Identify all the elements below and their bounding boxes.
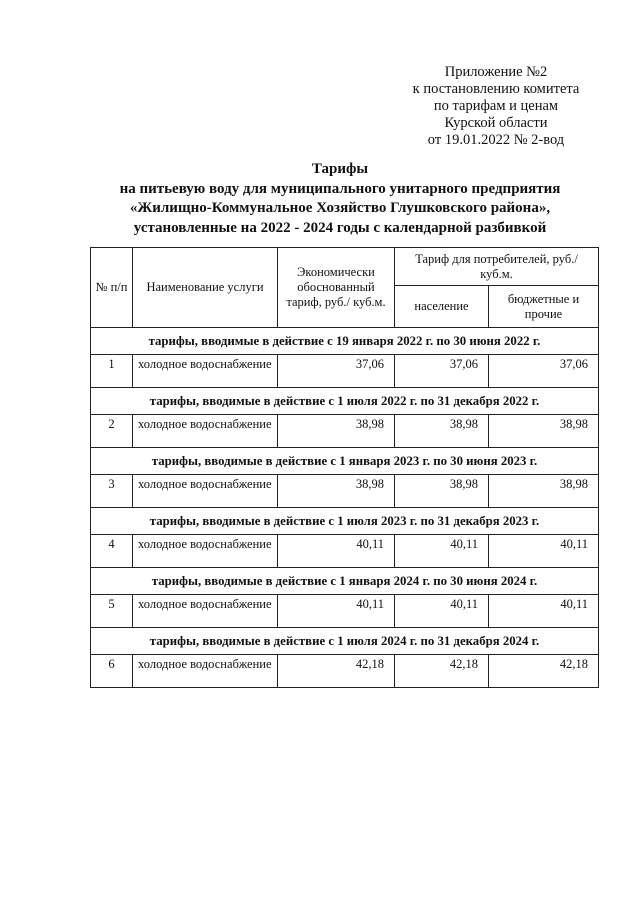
row-service: холодное водоснабжение xyxy=(133,655,278,688)
header-consumer-tariff: Тариф для потребителей, руб./куб.м. xyxy=(395,248,599,286)
period-row xyxy=(91,508,599,535)
row-population: 40,11 xyxy=(395,595,489,628)
row-num: 6 xyxy=(91,655,133,688)
row-population: 38,98 xyxy=(395,415,489,448)
row-economic: 37,06 xyxy=(278,355,395,388)
row-economic: 38,98 xyxy=(278,475,395,508)
row-economic: 38,98 xyxy=(278,415,395,448)
row-budget: 37,06 xyxy=(489,355,599,388)
row-num: 5 xyxy=(91,595,133,628)
appendix-line: к постановлению комитета xyxy=(412,81,580,97)
title-line: Тарифы xyxy=(311,161,369,177)
row-service: холодное водоснабжение xyxy=(133,535,278,568)
row-economic: 40,11 xyxy=(278,535,395,568)
row-num: 4 xyxy=(91,535,133,568)
row-budget: 42,18 xyxy=(489,655,599,688)
appendix-header xyxy=(396,64,596,149)
period-label: тарифы, вводимые в действие с 1 января 2023 г. по 30 июня 2023 г. xyxy=(91,448,599,475)
period-label: тарифы, вводимые в действие с 1 января 2024 г. по 30 июня 2024 г. xyxy=(91,568,599,595)
row-service: холодное водоснабжение xyxy=(133,475,278,508)
period-row xyxy=(91,568,599,595)
period-label: тарифы, вводимые в действие с 1 июля 2024 г. по 31 декабря 2024 г. xyxy=(91,628,599,655)
appendix-title: Приложение №2 xyxy=(444,64,548,80)
appendix-date: от 19.01.2022 № 2-вод xyxy=(427,132,565,148)
table-header-row xyxy=(91,248,599,286)
period-label: тарифы, вводимые в действие с 1 июля 2022 г. по 31 декабря 2022 г. xyxy=(91,388,599,415)
row-population: 42,18 xyxy=(395,655,489,688)
table-row xyxy=(91,355,599,388)
row-num: 1 xyxy=(91,355,133,388)
document-title xyxy=(80,160,600,238)
row-num: 3 xyxy=(91,475,133,508)
table-row xyxy=(91,475,599,508)
row-service: холодное водоснабжение xyxy=(133,595,278,628)
table-row xyxy=(91,595,599,628)
appendix-line: Курской области xyxy=(444,115,548,131)
row-budget: 38,98 xyxy=(489,475,599,508)
tariff-table xyxy=(90,247,599,688)
title-line: на питьевую воду для муниципального унитарного предприятия xyxy=(119,180,561,197)
table-row xyxy=(91,655,599,688)
header-num: № п/п xyxy=(91,248,133,328)
title-line: «Жилищно-Коммунальное Хозяйство Глушковского района», xyxy=(129,200,551,216)
header-service: Наименование услуги xyxy=(133,248,278,328)
period-row xyxy=(91,628,599,655)
row-budget: 38,98 xyxy=(489,415,599,448)
header-economic-tariff: Экономически обоснованный тариф, руб./ куб.м. xyxy=(278,248,395,328)
period-row xyxy=(91,388,599,415)
period-label: тарифы, вводимые в действие с 1 июля 2023 г. по 31 декабря 2023 г. xyxy=(91,508,599,535)
table-row xyxy=(91,535,599,568)
title-line: установленные на 2022 - 2024 годы с календарной разбивкой xyxy=(133,219,547,236)
row-population: 40,11 xyxy=(395,535,489,568)
row-service: холодное водоснабжение xyxy=(133,355,278,388)
period-label: тарифы, вводимые в действие с 19 января 2022 г. по 30 июня 2022 г. xyxy=(91,328,599,355)
header-budget: бюджетные и прочие xyxy=(489,286,599,328)
row-population: 37,06 xyxy=(395,355,489,388)
row-budget: 40,11 xyxy=(489,535,599,568)
period-row xyxy=(91,448,599,475)
period-row xyxy=(91,328,599,355)
row-economic: 42,18 xyxy=(278,655,395,688)
row-service: холодное водоснабжение xyxy=(133,415,278,448)
header-population: население xyxy=(395,286,489,328)
row-economic: 40,11 xyxy=(278,595,395,628)
table-row xyxy=(91,415,599,448)
row-num: 2 xyxy=(91,415,133,448)
appendix-line: по тарифам и ценам xyxy=(433,98,559,114)
row-population: 38,98 xyxy=(395,475,489,508)
row-budget: 40,11 xyxy=(489,595,599,628)
